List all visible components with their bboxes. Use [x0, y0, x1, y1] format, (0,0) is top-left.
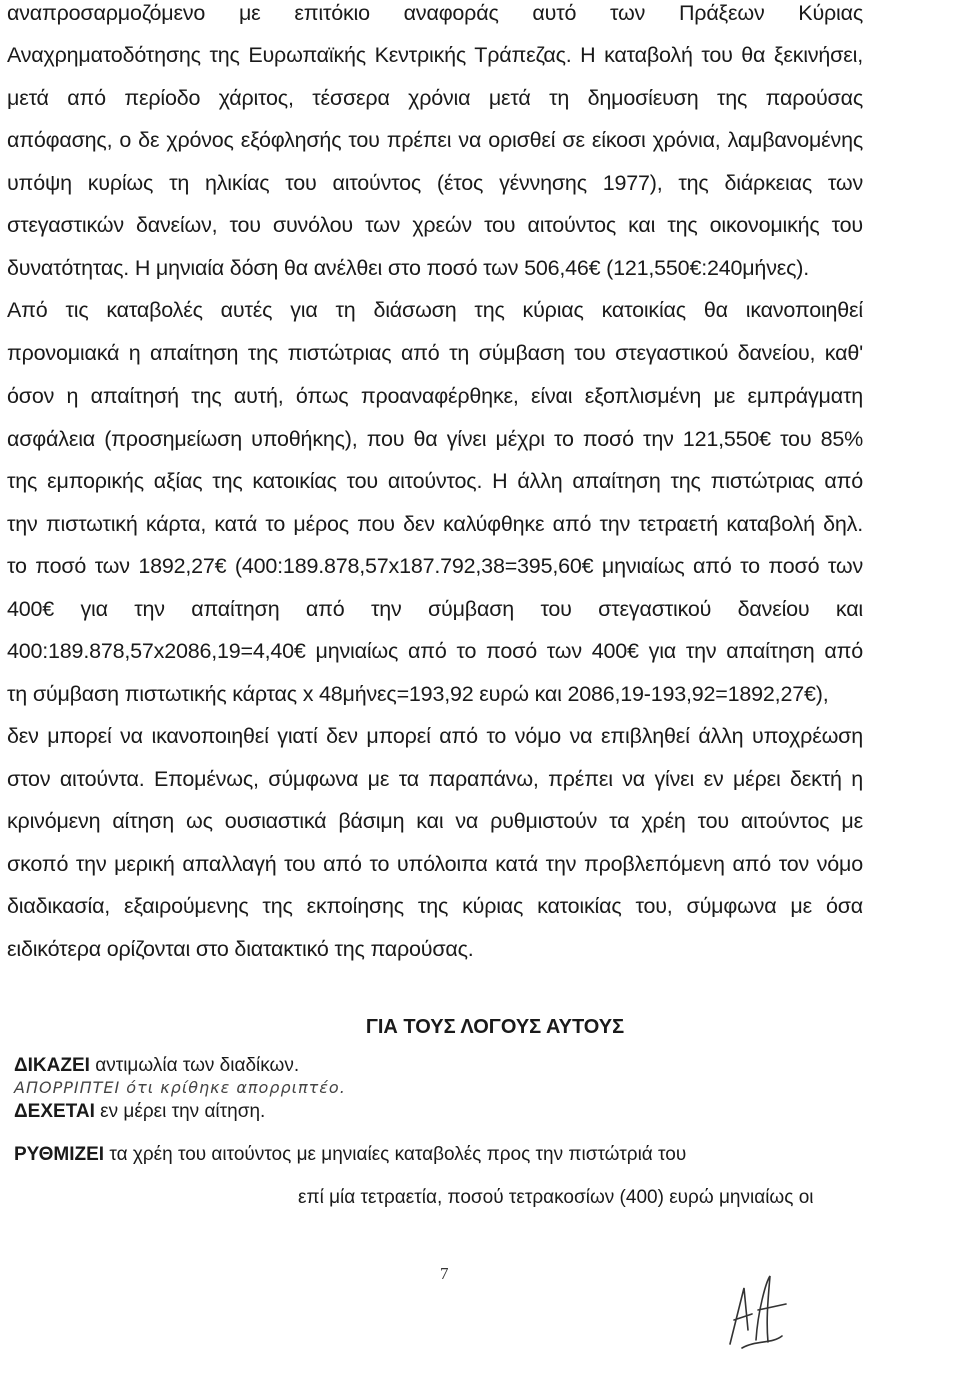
body-line: σκοπό την μερική απαλλαγή του από το υπόλοιπα κατά την προβλεπόμενη από τον νόμο — [7, 852, 863, 876]
body-line: 400€ για την απαίτηση από την σύμβαση του στεγαστικού δανείου και — [7, 597, 863, 621]
body-line: μετά από περίοδο χάριτος, τέσσερα χρόνια μετά τη δημοσίευση της παρούσας — [7, 86, 863, 110]
body-line: Από τις καταβολές αυτές για τη διάσωση της κύριας κατοικίας θα ικανοποιηθεί — [7, 298, 863, 322]
body-line: απόφασης, ο δε χρόνος εξόφλησής του πρέπει να ορισθεί σε είκοσι χρόνια, λαμβανομένης — [7, 128, 863, 152]
signature-mark — [722, 1270, 792, 1350]
body-line: 400:189.878,57x2086,19=4,40€ μηνιαίως από το ποσό των 400€ για την απαίτηση από — [7, 639, 863, 663]
ruling-dikazei — [14, 1054, 299, 1078]
page-number: 7 — [440, 1264, 449, 1283]
body-line: ασφάλεια (προσημείωση υποθήκης), που θα γίνει μέχρι το ποσό την 121,550€ του 85% — [7, 427, 863, 451]
body-line: ειδικότερα ορίζονται στο διατακτικό της παρούσας. — [7, 937, 474, 961]
ruling-text: τα χρέη του αιτούντος με μηνιαίες καταβολές προς την πιστώτριά του — [104, 1144, 687, 1165]
section-heading: ΓΙΑ ΤΟΥΣ ΛΟΓΟΥΣ ΑΥΤΟΥΣ — [365, 1016, 625, 1038]
body-line: τη σύμβαση πιστωτικής κάρτας x 48μήνες=193,92 ευρώ και 2086,19-193,92=1892,27€), — [7, 682, 829, 706]
body-line: στεγαστικών δανείων, του συνόλου των χρεών του αιτούντος και της οικονομικής του — [7, 213, 863, 237]
ruling-dexetai — [14, 1100, 265, 1124]
body-line: την πιστωτική κάρτα, κατά το μέρος που δεν καλύφθηκε από την τετραετή καταβολή δηλ. — [7, 512, 863, 536]
ruling-continuation: επί μία τετραετία, ποσού τετρακοσίων (400) ευρώ μηνιαίως οι — [298, 1187, 814, 1208]
body-line: όσον η απαίτησή της αυτή, όπως προαναφέρθηκε, είναι εξοπλισμένη με εμπράγματη — [7, 384, 863, 408]
body-line: προνομιακά η απαίτηση της πιστώτριας από τη σύμβαση του στεγαστικού δανείου, καθ' — [7, 341, 863, 365]
handwritten-note: ΑΠΟΡΡΙΠΤΕΙ ότι κρίθηκε απορριπτέο. — [14, 1078, 346, 1097]
ruling-text: εν μέρει την αίτηση. — [94, 1101, 266, 1122]
body-line: υπόψη κυρίως τη ηλικίας του αιτούντος (έτος γέννησης 1977), της διάρκειας των — [7, 171, 863, 195]
ruling-verb: ΔΕΧΕΤΑΙ — [14, 1101, 95, 1122]
ruling-verb: ΔΙΚΑΖΕΙ — [14, 1055, 90, 1076]
body-line: Αναχρηματοδότησης της Ευρωπαϊκής Κεντρικής Τράπεζας. Η καταβολή του θα ξεκινήσει, — [7, 43, 863, 67]
body-line: της εμπορικής αξίας της κατοικίας του αιτούντος. Η άλλη απαίτηση της πιστώτριας από — [7, 469, 863, 493]
body-line: το ποσό των 1892,27€ (400:189.878,57x187.792,38=395,60€ μηνιαίως από το ποσό των — [7, 554, 863, 578]
body-line: κρινόμενη αίτηση ως ουσιαστικά βάσιμη και να ρυθμιστούν τα χρέη του αιτούντος με — [7, 809, 863, 833]
ruling-verb: ΡΥΘΜΙΖΕΙ — [14, 1144, 105, 1165]
body-line: δυνατότητας. Η μηνιαία δόση θα ανέλθει στο ποσό των 506,46€ (121,550€:240μήνες). — [7, 256, 810, 280]
body-line: δεν μπορεί να ικανοποιηθεί γιατί δεν μπορεί από το νόμο να επιβληθεί άλλη υποχρέωση — [7, 724, 863, 748]
body-line: στον αιτούντα. Επομένως, σύμφωνα με τα παραπάνω, πρέπει να γίνει εν μέρει δεκτή η — [7, 767, 863, 791]
ruling-text: αντιμωλία των διαδίκων. — [89, 1055, 300, 1076]
ruling-rythmizei — [14, 1143, 686, 1167]
body-line: αναπροσαρμοζόμενο με επιτόκιο αναφοράς αυτό των Πράξεων Κύριας — [7, 1, 863, 25]
body-line: διαδικασία, εξαιρούμενης της εκποίησης της κύριας κατοικίας του, σύμφωνα με όσα — [7, 894, 863, 918]
